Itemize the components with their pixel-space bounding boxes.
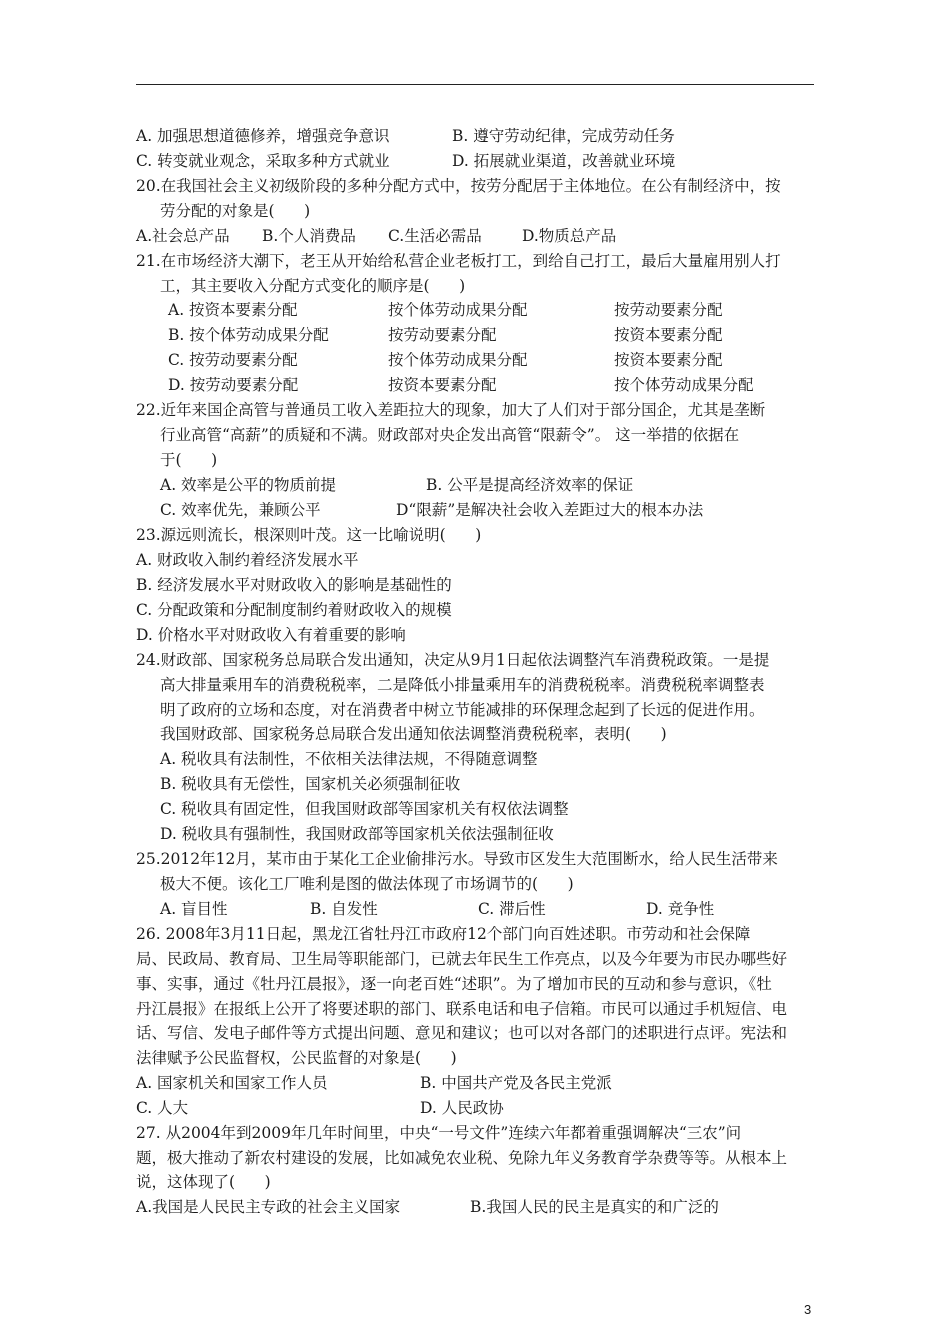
header-rule xyxy=(136,84,814,85)
q23-option-c: C. 分配政策和分配制度制约着财政收入的规模 xyxy=(136,601,452,619)
q21-option-a-3: 按劳动要素分配 xyxy=(614,301,723,319)
q22-stem-line2: 行业高管“高薪”的质疑和不满。财政部对央企发出高管“限薪令”。 这一举措的依据在 xyxy=(160,426,740,444)
q23-option-d: D. 价格水平对财政收入有着重要的影响 xyxy=(136,626,406,644)
q24-stem-line2: 高大排量乘用车的消费税税率，二是降低小排量乘用车的消费税税率。消费税税率调整表 xyxy=(160,676,765,694)
q27-stem-line1: 27. 从2004年到2009年几年时间里，中央“一号文件”连续六年都着重强调解决“三农”问 xyxy=(136,1124,742,1142)
q21-option-d-2: 按资本要素分配 xyxy=(388,376,497,394)
q22-stem-line3: 于( ) xyxy=(160,451,218,469)
q21-option-d-1: D. 按劳动要素分配 xyxy=(168,376,299,394)
q27-option-a: A.我国是人民民主专政的社会主义国家 xyxy=(136,1198,401,1216)
q19-option-b: B. 遵守劳动纪律，完成劳动任务 xyxy=(452,127,675,145)
page-number: 3 xyxy=(804,1302,812,1317)
q21-option-a-1: A. 按资本要素分配 xyxy=(168,301,298,319)
q19-option-d: D. 拓展就业渠道，改善就业环境 xyxy=(452,152,676,170)
q25-option-c: C. 滞后性 xyxy=(478,900,546,918)
q20-option-c: C.生活必需品 xyxy=(388,227,482,245)
q23-option-a: A. 财政收入制约着经济发展水平 xyxy=(136,551,359,569)
q24-stem-line3: 明了政府的立场和态度，对在消费者中树立节能减排的环保理念起到了长远的促进作用。 xyxy=(160,701,765,719)
q22-option-a: A. 效率是公平的物质前提 xyxy=(160,476,337,494)
q20-stem-line2: 劳分配的对象是( ) xyxy=(160,202,311,220)
q21-option-d-3: 按个体劳动成果分配 xyxy=(614,376,754,394)
q22-option-c: C. 效率优先，兼顾公平 xyxy=(160,501,321,519)
q20-option-a: A.社会总产品 xyxy=(136,227,230,245)
q26-option-c: C. 人大 xyxy=(136,1099,189,1117)
q21-option-c-3: 按资本要素分配 xyxy=(614,351,723,369)
q26-stem-line3: 事、实事，通过《牡丹江晨报》，逐一向老百姓“述职”。为了增加市民的互动和参与意识，《牡 xyxy=(136,975,772,993)
q25-stem-line1: 25.2012年12月，某市由于某化工企业偷排污水。导致市区发生大范围断水，给人民生活带来 xyxy=(136,850,778,868)
q26-stem-line6: 法律赋予公民监督权，公民监督的对象是( ) xyxy=(136,1049,457,1067)
q20-stem-line1: 20.在我国社会主义初级阶段的多种分配方式中，按劳分配居于主体地位。在公有制经济中，按 xyxy=(136,177,781,195)
q26-option-a: A. 国家机关和国家工作人员 xyxy=(136,1074,328,1092)
q20-option-d: D.物质总产品 xyxy=(522,227,617,245)
q25-option-d: D. 竞争性 xyxy=(646,900,715,918)
q21-stem-line2: 工，其主要收入分配方式变化的顺序是( ) xyxy=(160,277,466,295)
q21-stem-line1: 21.在市场经济大潮下，老王从开始给私营企业老板打工，到给自己打工，最后大量雇用别人打 xyxy=(136,252,781,270)
q27-stem-line2: 题，极大推动了新农村建设的发展，比如减免农业税、免除九年义务教育学杂费等等。从根本上 xyxy=(136,1149,788,1167)
q20-option-b: B.个人消费品 xyxy=(262,227,356,245)
q26-stem-line2: 局、民政局、教育局、卫生局等职能部门，已就去年民生工作亮点，以及今年要为市民办哪些好 xyxy=(136,950,788,968)
q24-option-b: B. 税收具有无偿性，国家机关必须强制征收 xyxy=(160,775,461,793)
q21-option-c-2: 按个体劳动成果分配 xyxy=(388,351,528,369)
q24-option-a: A. 税收具有法制性，不依相关法律法规，不得随意调整 xyxy=(160,750,538,768)
q24-stem-line1: 24.财政部、国家税务总局联合发出通知，决定从9月1日起依法调整汽车消费税政策。一是提 xyxy=(136,651,770,669)
q22-option-d: D“限薪”是解决社会收入差距过大的根本办法 xyxy=(396,501,704,519)
q26-option-d: D. 人民政协 xyxy=(420,1099,504,1117)
q23-option-b: B. 经济发展水平对财政收入的影响是基础性的 xyxy=(136,576,452,594)
q22-option-b: B. 公平是提高经济效率的保证 xyxy=(426,476,634,494)
q19-option-a: A. 加强思想道德修养，增强竞争意识 xyxy=(136,127,390,145)
q23-stem: 23.源远则流长，根深则叶茂。这一比喻说明( ) xyxy=(136,526,482,544)
q24-option-c: C. 税收具有固定性，但我国财政部等国家机关有权依法调整 xyxy=(160,800,569,818)
q25-option-a: A. 盲目性 xyxy=(160,900,228,918)
q22-stem-line1: 22.近年来国企高管与普通员工收入差距拉大的现象，加大了人们对于部分国企，尤其是垄断 xyxy=(136,401,766,419)
q21-option-b-1: B. 按个体劳动成果分配 xyxy=(168,326,329,344)
q25-stem-line2: 极大不便。该化工厂唯利是图的做法体现了市场调节的( ) xyxy=(160,875,574,893)
q24-option-d: D. 税收具有强制性，我国财政部等国家机关依法强制征收 xyxy=(160,825,554,843)
q26-stem-line4: 丹江晨报》在报纸上公开了将要述职的部门、联系电话和电子信箱。市民可以通过手机短信、电 xyxy=(136,1000,788,1018)
q26-stem-line5: 话、写信、发电子邮件等方式提出问题、意见和建议；也可以对各部门的述职进行点评。宪法和 xyxy=(136,1024,788,1042)
q26-stem-line1: 26. 2008年3月11日起，黑龙江省牡丹江市政府12个部门向百姓述职。市劳动和社会保障 xyxy=(136,925,751,943)
q21-option-c-1: C. 按劳动要素分配 xyxy=(168,351,298,369)
q24-stem-line4: 我国财政部、国家税务总局联合发出通知依法调整消费税税率，表明( ) xyxy=(160,725,667,743)
q19-option-c: C. 转变就业观念，采取多种方式就业 xyxy=(136,152,390,170)
q25-option-b: B. 自发性 xyxy=(310,900,378,918)
q21-option-b-2: 按劳动要素分配 xyxy=(388,326,497,344)
q21-option-b-3: 按资本要素分配 xyxy=(614,326,723,344)
q27-option-b: B.我国人民的民主是真实的和广泛的 xyxy=(470,1198,719,1216)
q26-option-b: B. 中国共产党及各民主党派 xyxy=(420,1074,612,1092)
q27-stem-line3: 说，这体现了( ) xyxy=(136,1173,271,1191)
q21-option-a-2: 按个体劳动成果分配 xyxy=(388,301,528,319)
